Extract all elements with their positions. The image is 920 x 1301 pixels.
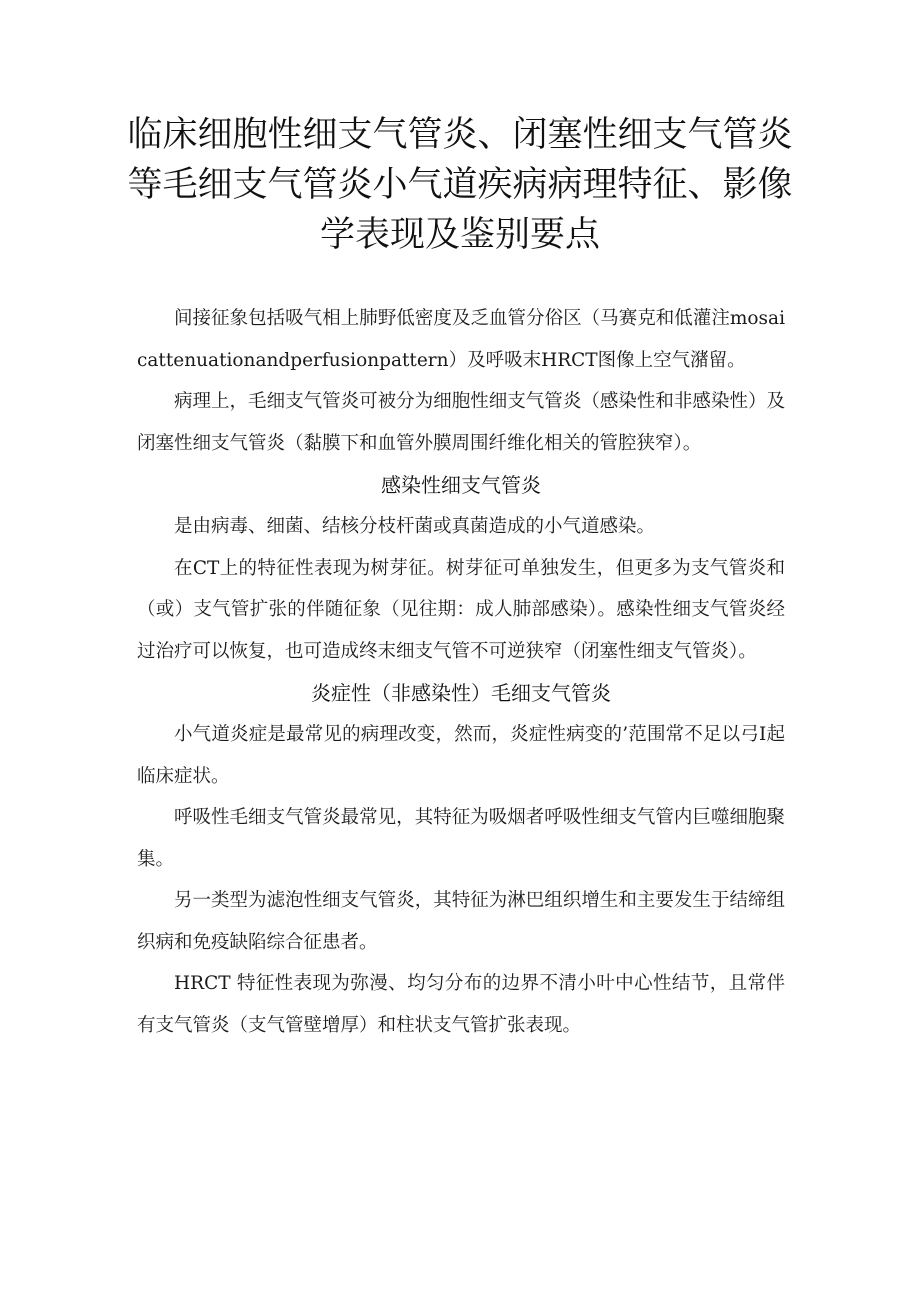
paragraph-inflammation-common: 小气道炎症是最常见的病理改变，然而，炎症性病变的’范围常不足以弓I起临床症状。 (137, 724, 785, 787)
paragraph-indirect-signs: 间接征象包括吸气相上肺野低密度及乏血管分俗区（马赛克和低灌注mosaicattenuationandperfusionpattern）及呼吸末HRCT图像上空气潴留。 (137, 308, 785, 371)
paragraph-respiratory-bronchiolitis: 呼吸性毛细支气管炎最常见，其特征为吸烟者呼吸性细支气管内巨噬细胞聚集。 (137, 807, 785, 870)
document-title: 临床细胞性细支气管炎、闭塞性细支气管炎等毛细支气管炎小气道疾病病理特征、影像学表现及鉴别要点 (127, 115, 793, 255)
paragraph-follicular-bronchiolitis: 另一类型为滤泡性细支气管炎，其特征为淋巴组织增生和主要发生于结缔组织病和免疫缺陷综合征患者。 (137, 890, 785, 953)
document-body (137, 298, 785, 1046)
paragraph-infectious-ct: 在CT上的特征性表现为树芽征。树芽征可单独发生，但更多为支气管炎和（或）支气管扩张的伴随征象（见往期：成人肺部感染）。感染性细支气管炎经过治疗可以恢复，也可造成终末细支气管不可逆狭窄（闭塞性细支气管炎）。 (137, 557, 785, 662)
section-heading-inflammatory: 炎症性（非感染性）毛细支气管炎 (311, 681, 611, 705)
section-heading-infectious: 感染性细支气管炎 (381, 473, 541, 497)
paragraph-infectious-cause: 是由病毒、细菌、结核分枝杆菌或真菌造成的小气道感染。 (174, 516, 656, 537)
paragraph-hrct-features: HRCT 特征性表现为弥漫、均匀分布的边界不清小叶中心性结节，且常伴有支气管炎（支气管壁增厚）和柱状支气管扩张表现。 (137, 973, 785, 1036)
paragraph-pathology: 病理上，毛细支气管炎可被分为细胞性细支气管炎（感染性和非感染性）及闭塞性细支气管炎（黏膜下和血管外膜周围纤维化相关的管腔狭窄）。 (137, 391, 785, 454)
